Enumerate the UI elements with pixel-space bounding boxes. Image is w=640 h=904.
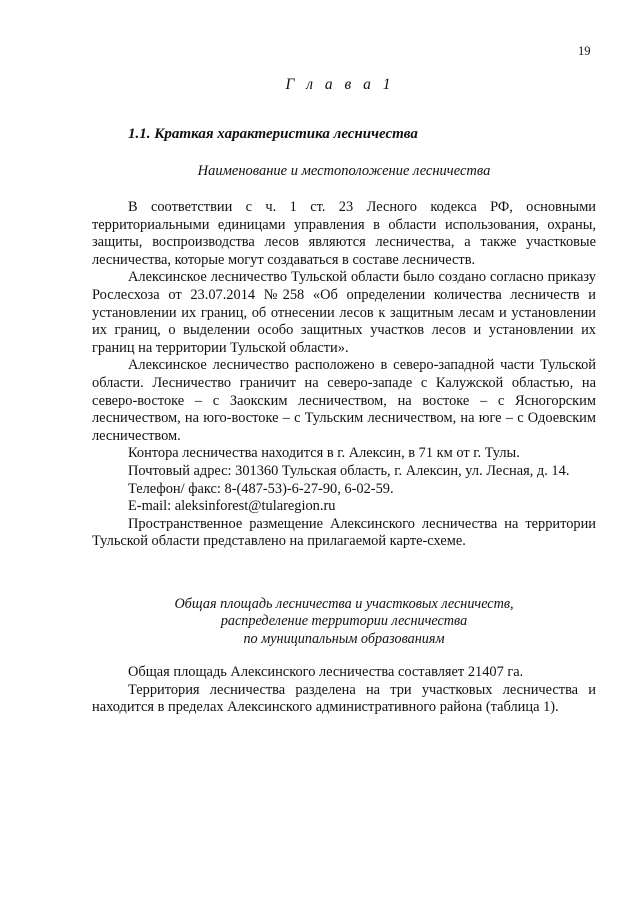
paragraph-creation-order: Алексинское лесничество Тульской области было создано согласно приказу Рослесхоза от 23.07.2014 №258 «Об определении количества лесничеств и установлении их границ, об отнесении лесов к защитным лесам и установлении их границ, о выделении особо защитных участков лесов и установлении их границ на территории Тульской области».	[92, 269, 596, 356]
paragraph-map-reference: Пространственное размещение Алексинского лесничества на территории Тульской области представлено на прилагаемой карте-схеме.	[92, 515, 596, 550]
paragraph-postal-address: Почтовый адрес: 301360 Тульская область, г. Алексин, ул. Лесная, д. 14.	[128, 462, 570, 479]
chapter-heading: Г л а в а 1	[285, 76, 395, 93]
area-heading-line-3: по муниципальным образованиям	[243, 630, 445, 647]
area-body-text	[92, 664, 596, 717]
paragraph-email: E-mail: aleksinforest@tularegion.ru	[128, 498, 336, 515]
paragraph-forestry-units: В соответствии с ч. 1 ст. 23 Лесного кодекса РФ, основными территориальными единицами управления в области использования, охраны, защиты, воспроизводства лесов являются лесничества, а также участковые лесничества, которые могут создаваться в составе лесничеств.	[92, 199, 596, 268]
section-title: 1.1. Краткая характеристика лесничества	[128, 126, 418, 142]
area-heading-line-1: Общая площадь лесничества и участковых лесничеств,	[174, 596, 514, 612]
paragraph-location: Алексинское лесничество расположено в северо-западной части Тульской области. Лесничество граничит на северо-западе с Калужской областью, на северо-востоке – с Заокским лесничеством, на востоке – с Ясногорским лесничеством, на юго-востоке – с Тульским лесничеством, на юге – с Одоевским лесничеством.	[92, 357, 596, 444]
area-heading-line-2: распределение территории лесничества	[220, 613, 468, 630]
paragraph-phone: Телефон/ факс: 8-(487-53)-6-27-90, 6-02-59.	[128, 480, 394, 497]
subsection-title: Наименование и местоположение лесничества	[197, 163, 491, 179]
area-heading	[92, 596, 596, 648]
paragraph-division: Территория лесничества разделена на три участковых лесничества и находится в пределах Алексинского административного района (таблица 1).	[92, 681, 596, 716]
page-number: 19	[578, 44, 591, 58]
paragraph-office: Контора лесничества находится в г. Алексин, в 71 км от г. Тулы.	[128, 445, 520, 462]
body-text	[92, 199, 596, 551]
paragraph-total-area: Общая площадь Алексинского лесничества составляет 21407 га.	[128, 664, 524, 680]
